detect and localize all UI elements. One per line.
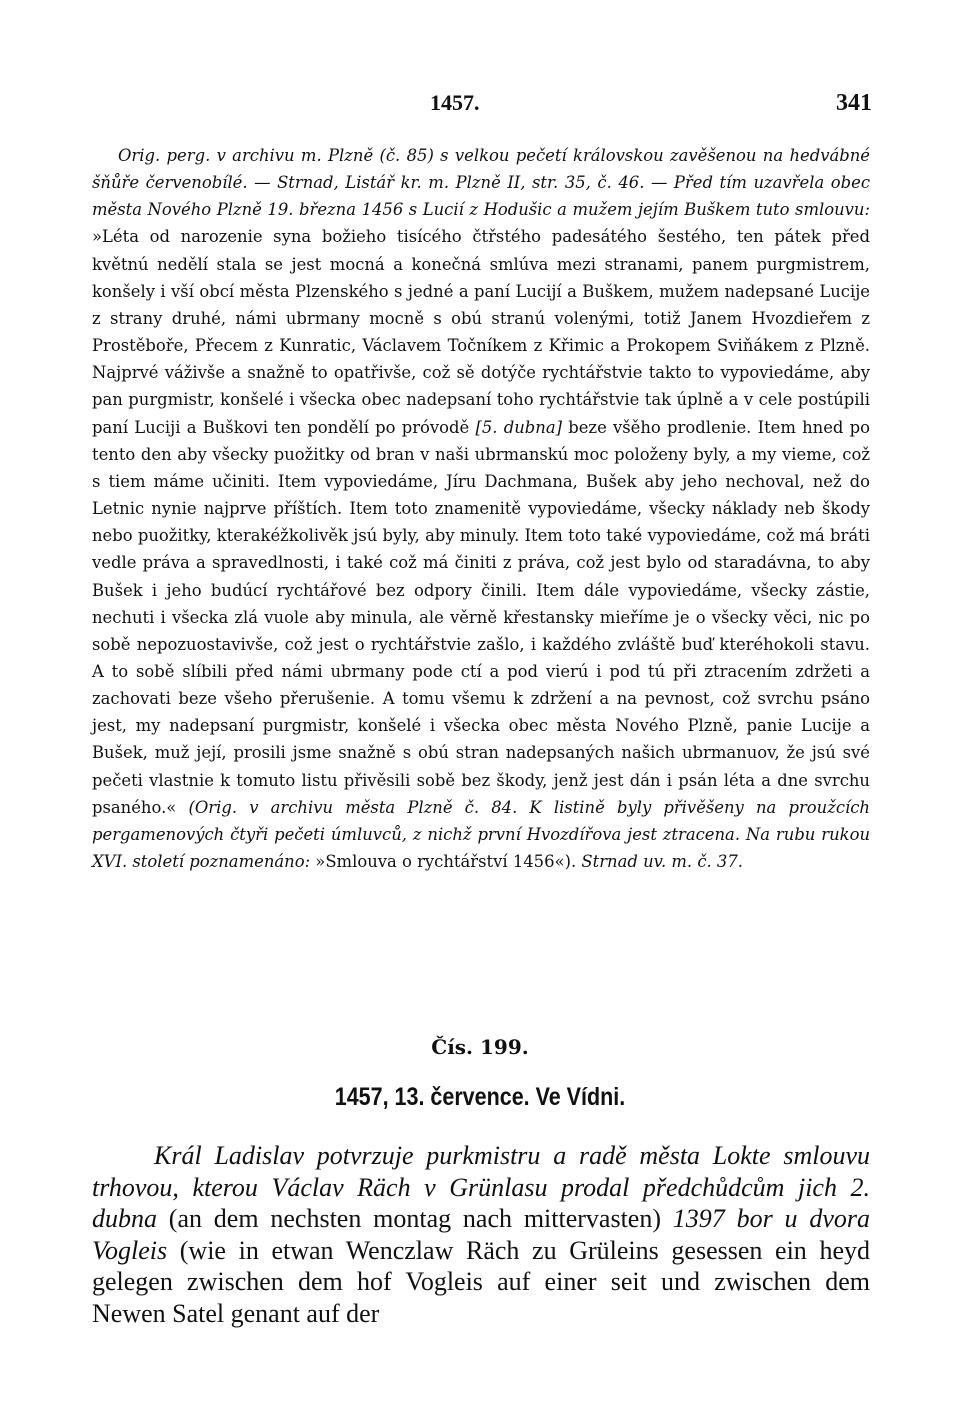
regest-summary: Král Ladislav potvrzuje purkmistru a radě města Lokte smlouvu trhovou, kterou Václav Räch v Grünlasu prodal předchůdcům jich 2. dubna bbox=[92, 1141, 870, 1233]
original-note: (Orig. v archivu města Plzně č. 84. K listině byly přivěšeny na proužcích pergamenových čtyři pečeti úmluvců, z nichž první Hvozdířova jest ztracena. Na rubu rukou XVI. století poznamenáno: bbox=[92, 797, 870, 872]
date-gloss: [5. dubna] bbox=[475, 417, 563, 437]
page-number: 341 bbox=[836, 90, 872, 116]
regest-quote: (an dem nechsten montag nach mittervasten) bbox=[157, 1204, 673, 1233]
running-head-year: 1457. bbox=[430, 90, 480, 115]
reference-note: Strnad uv. m. č. 37. bbox=[581, 852, 743, 872]
document-dateline: 1457, 13. července. Ve Vídni. bbox=[334, 1083, 626, 1111]
regest-quote-cont: (wie in etwan Wenczlaw Räch zu Grüleins gesessen ein heyd gelegen zwischen dem hof Vogleis auf einer seit und zwischen dem Newen Satel genant auf der bbox=[92, 1235, 870, 1328]
regest-paragraph bbox=[92, 1140, 870, 1329]
entry-198-notes bbox=[92, 142, 870, 875]
archival-note-paragraph bbox=[92, 142, 870, 875]
dorsal-note: »Smlouva o rychtářství 1456«). bbox=[310, 852, 582, 872]
regest bbox=[92, 1140, 870, 1329]
contract-text-continued: beze všěho prodlenie. Item hned po tento den aby všecky puožitky od bran v naši ubrmanskú moc položeny byly, a my vieme, což s tiem máme učiniti. Item vypoviedáme, Jíru Dachmana, Bušek aby jeho nechoval, než do Letnic nynie najprve příštích. Item toto znamenitě vypoviedáme, všecky náklady neb škody nebo puožitky, kterakéžkolivěk jsú byly, aby minuly. Item toto také vypoviedáme, což má bráti vedle práva a spravedlnosti, i také což má činiti z práva, což jest bylo od staradávna, to aby Bušek i jeho budúcí rychtářové bez odpory činili. Item dále vypoviedáme, všecky zástie, nechuti i všecka zlá vuole aby minula, ale věrně křestansky mieříme je o všecky věci, nic po sobě nepozuostavivše, což jest o rychtářstvie zašlo, i každého zvláště buď kteréhokoli stavu. A to sobě slíbili před námi ubrmany pode ctí a pod vierú i pod tú při ztracením zdržeti a zachovati beze všeho přerušenie. A tomu všemu k zdržení a na pevnost, což svrchu psáno jest, my nadepsaní purgmistr, konšelé i všecka obec města Nového Plzně, panie Lucije a Bušek, muž její, prosili jsme snažně s obú stran nadepsaných našich ubrmanuov, že jsú své pečeti vlastnie k tomuto listu přivěsili sobě bez škody, jenž jest dán i psán léta a dne svrchu psaného.« bbox=[92, 417, 871, 817]
regest-summary-cont: 1397 bor u dvora Vogleis bbox=[92, 1204, 870, 1265]
archival-source-note: Orig. perg. v archivu m. Plzně (č. 85) s velkou pečetí královskou zavěšenou na hedvábné šňůře červenobílé. — Strnad, Listář kr. m. Plzně II, str. 35, č. 46. — Před tím uzavřela obec města Nového Plzně 19. března 1456 s Lucií z Hodušic a mužem jejím Buškem tuto smlouvu: bbox=[92, 146, 870, 220]
contract-text: »Léta od narozenie syna božieho tisícého čtřstého padesátého šestého, ten pátek před květnú nedělí stala se jest mocná a konečná smlúva mezi stranami, panem purgmistrem, konšely i vší obcí města Plzenského s jedné a paní Lucijí a Buškem, mužem nadepsané Lucije z strany druhé, námi ubrmany mocně s obú stranú volenými, totiž Janem Hvozdieřem z Prostěboře, Přecem z Kunratic, Václavem Točníkem z Křimic a Prokopem Sviňákem z Plzně. Najprvé váživše a snažně to opatřivše, což sě dotýče rychtářstvie takto to vypoviedáme, aby pan purgmistr, konšelé i všecka obec nadepsaní toho rychtářstvie tak úplně a v cele postúpili paní Luciji a Buškovi ten pondělí po próvodě bbox=[92, 227, 870, 437]
document-number: Čís. 199. bbox=[431, 1035, 529, 1059]
